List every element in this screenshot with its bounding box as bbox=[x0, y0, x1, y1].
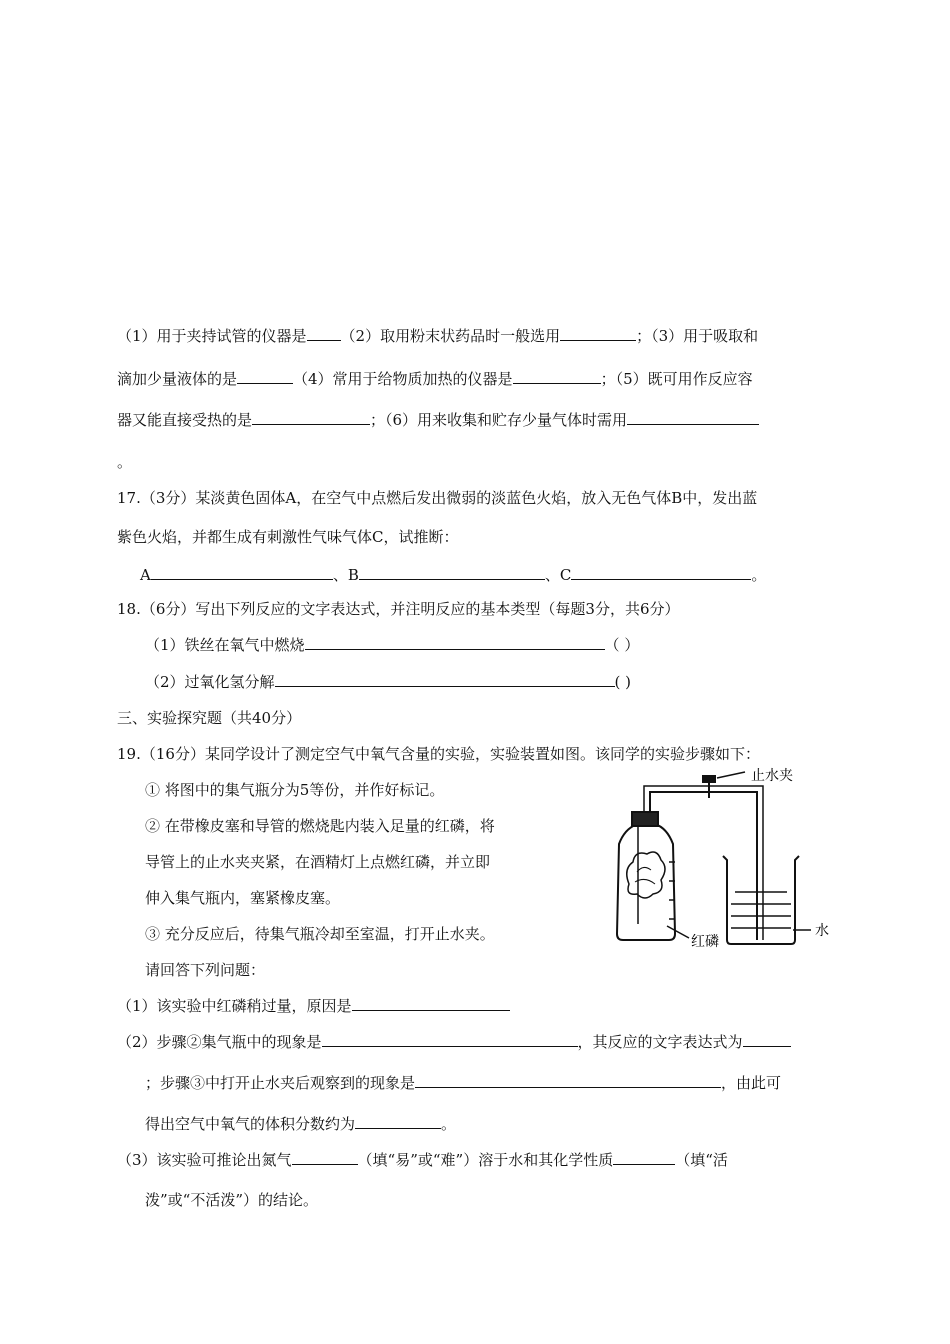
q19-text: ；步骤③中打开止水夹后观察到的现象是 bbox=[145, 1074, 416, 1092]
q19-step-2c: 伸入集气瓶内，塞紧橡皮塞。 bbox=[145, 889, 341, 907]
q16-text: （4）常用于给物质加热的仪器是 bbox=[293, 370, 513, 388]
answer-blank[interactable] bbox=[275, 672, 615, 687]
answer-blank[interactable] bbox=[237, 369, 293, 384]
answer-blank[interactable] bbox=[305, 635, 605, 650]
answer-blank[interactable] bbox=[560, 326, 636, 341]
q16-text: 器又能直接受热的是 bbox=[117, 411, 253, 429]
q17-answers bbox=[140, 565, 766, 585]
flame bbox=[627, 852, 665, 898]
q19-sub-1 bbox=[117, 996, 510, 1016]
q19-text: （3）该实验可推论出氮气 bbox=[117, 1151, 292, 1169]
q18-item-1 bbox=[145, 635, 639, 655]
q18-item-label: （1）铁丝在氧气中燃烧 bbox=[145, 636, 305, 654]
q16-text: 滴加少量液体的是 bbox=[117, 370, 238, 388]
q16-line-3 bbox=[117, 410, 759, 430]
answer-blank[interactable] bbox=[513, 369, 601, 384]
label-c: 、C bbox=[544, 566, 572, 584]
q19-step-3: ③ 充分反应后，待集气瓶冷却至室温，打开止水夹。 bbox=[145, 925, 495, 943]
answer-blank[interactable] bbox=[627, 410, 759, 425]
q19-text: （1）该实验中红磷稍过量，原因是 bbox=[117, 997, 352, 1015]
q16-end: 。 bbox=[117, 453, 133, 471]
q19-text: （填“活 bbox=[675, 1151, 728, 1169]
q19-step-1: ① 将图中的集气瓶分为5等份，并作好标记。 bbox=[145, 781, 445, 799]
answer-blank[interactable] bbox=[352, 996, 510, 1011]
section-heading: 三、实验探究题（共40分） bbox=[117, 709, 302, 727]
q16-line-2 bbox=[117, 369, 753, 389]
q18-item-2 bbox=[145, 672, 631, 692]
answer-blank-c[interactable] bbox=[571, 565, 751, 580]
q16-text: （2）取用粉末状药品时一般选用 bbox=[340, 327, 561, 345]
label-red-phosphorus: 红磷 bbox=[691, 934, 719, 950]
q19-step-2b: 导管上的止水夹夹紧，在酒精灯上点燃红磷，并立即 bbox=[145, 853, 491, 871]
q19-sub-3-line-1 bbox=[117, 1150, 728, 1170]
gas-bottle bbox=[617, 824, 675, 940]
q19-sub-2-line-3 bbox=[145, 1114, 456, 1134]
q19-prompt: 请回答下列问题： bbox=[145, 961, 266, 979]
q16-text: ；（5）既可用作反应容 bbox=[600, 370, 753, 388]
q19-title: 19.（16分）某同学设计了测定空气中氧气含量的实验，实验装置如图。该同学的实验步骤如下： bbox=[117, 745, 760, 763]
q16-line-1 bbox=[117, 326, 758, 346]
q19-text: （填“易”或“难”）溶于水和其化学性质 bbox=[357, 1151, 614, 1169]
label-b: 、B bbox=[332, 566, 359, 584]
q17-end: 。 bbox=[751, 566, 767, 584]
beaker bbox=[723, 856, 799, 944]
q18-item-label: （2）过氧化氢分解 bbox=[145, 673, 275, 691]
answer-blank[interactable] bbox=[252, 410, 370, 425]
apparatus-diagram bbox=[605, 764, 845, 954]
q19-step-2a: ② 在带橡皮塞和导管的燃烧匙内装入足量的红磷，将 bbox=[145, 817, 495, 835]
answer-blank[interactable] bbox=[355, 1114, 441, 1129]
q19-text: 。 bbox=[441, 1115, 457, 1133]
label-a: A bbox=[140, 566, 151, 584]
answer-blank[interactable] bbox=[415, 1073, 721, 1088]
q19-text: ，由此可 bbox=[721, 1074, 782, 1092]
label-water: 水 bbox=[815, 923, 829, 939]
q16-text: ；（3）用于吸取和 bbox=[636, 327, 759, 345]
q17-line-2: 紫色火焰，并都生成有刺激性气味气体C，试推断： bbox=[117, 528, 459, 546]
q16-text: ；（6）用来收集和贮存少量气体时需用 bbox=[370, 411, 628, 429]
answer-blank[interactable] bbox=[292, 1150, 358, 1165]
answer-blank[interactable] bbox=[307, 326, 341, 341]
q17-line-1: 17.（3分）某淡黄色固体A，在空气中点燃后发出微弱的淡蓝色火焰，放入无色气体B中，发出蓝 bbox=[117, 489, 758, 507]
q19-text: ，其反应的文字表达式为 bbox=[577, 1033, 743, 1051]
q19-text: （2）步骤②集气瓶中的现象是 bbox=[117, 1033, 322, 1051]
rubber-stopper bbox=[632, 812, 658, 826]
answer-blank-a[interactable] bbox=[151, 565, 333, 580]
q19-text: 得出空气中氧气的体积分数约为 bbox=[145, 1115, 356, 1133]
q19-sub-2-line-1 bbox=[117, 1032, 791, 1052]
answer-blank-b[interactable] bbox=[359, 565, 545, 580]
label-clamp: 止水夹 bbox=[751, 768, 793, 784]
glass-tube bbox=[650, 792, 757, 940]
q16-text: （1）用于夹持试管的仪器是 bbox=[117, 327, 307, 345]
answer-blank[interactable] bbox=[322, 1032, 578, 1047]
answer-blank[interactable] bbox=[743, 1032, 791, 1047]
answer-blank[interactable] bbox=[613, 1150, 675, 1165]
q19-sub-2-line-2 bbox=[145, 1073, 781, 1093]
q19-sub-3-line-2: 泼”或“不活泼”）的结论。 bbox=[145, 1191, 319, 1209]
q18-title: 18.（6分）写出下列反应的文字表达式，并注明反应的基本类型（每题3分，共6分） bbox=[117, 600, 680, 618]
reaction-type-paren: ( ) bbox=[614, 673, 632, 691]
reaction-type-paren: （ ） bbox=[604, 636, 640, 654]
